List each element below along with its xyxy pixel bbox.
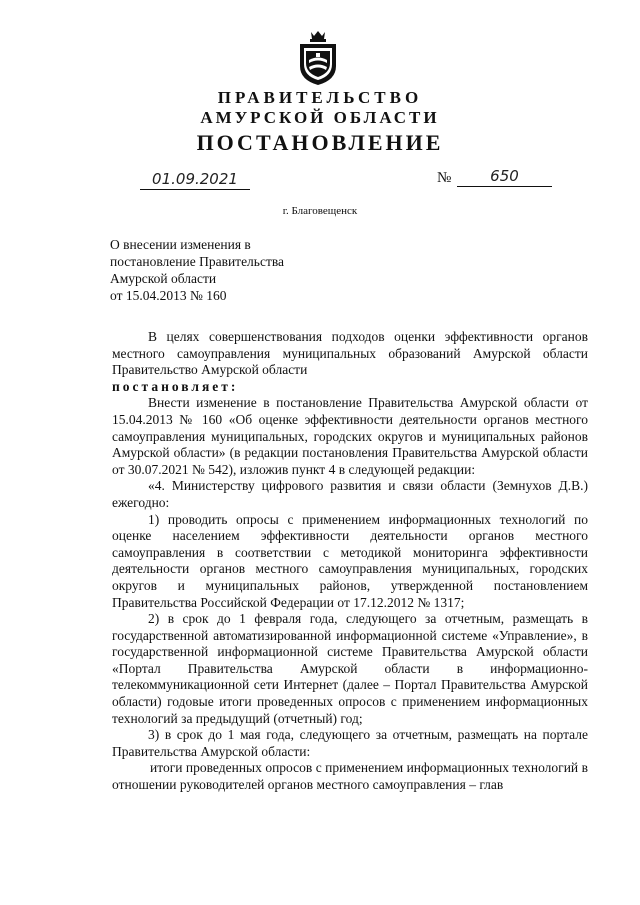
paragraph-subitem-1: 1) проводить опросы с применением информационных технологий по оценке населением эффективности деятельности органов местного самоуправления в соответствии с методикой мониторинга эффективности деятельности органов местного самоуправления муниципальных, городских округов и муниципальных районов, утвержденной постановлением Правительства Российской Федерации от 17.12.2012 № 1317; [112, 511, 588, 610]
paragraph-preamble: В целях совершенствования подходов оценки эффективности органов местного самоуправления муниципальных образований Амурской области Правительство Амурской области [112, 329, 588, 378]
document-date: 01.09.2021 [140, 170, 250, 190]
paragraph-results: итоги проведенных опросов с применением информационных технологий в отношении руководителей органов местного самоуправления – глав [112, 760, 588, 793]
document-body [112, 329, 588, 794]
header-region: АМУРСКОЙ ОБЛАСТИ [200, 108, 440, 127]
coat-of-arms-icon [295, 30, 341, 86]
subject-line: Амурской области [110, 271, 217, 286]
subject-line: постановление Правительства [110, 254, 285, 269]
header-document-type: ПОСТАНОВЛЕНИЕ [196, 130, 444, 155]
subject-line: О внесении изменения в [110, 237, 251, 252]
header-government: ПРАВИТЕЛЬСТВО [217, 88, 423, 107]
paragraph-amendment: Внести изменение в постановление Правительства Амурской области от 15.04.2013 № 160 «Об оценке эффективности деятельности органов местного самоуправления муниципальных, городских округов и муниципальных районов Амурской области» (в редакции постановления Правительства Амурской области от 30.07.2021 № 542), изложив пункт 4 в следующей редакции: [112, 395, 588, 477]
paragraph-subitem-2: 2) в срок до 1 февраля года, следующего за отчетным, размещать в государственной автоматизированной информационной системе «Управление», в государственной информационной системе Правительства Амурской области «Портал Правительства Амурской области в информационно-телекоммуникационной сети Интернет (далее – Портал Правительства Амурской области) годовые итоги проведенных опросов с применением информационных технологий за предыдущий (отчетный) год; [112, 611, 588, 726]
number-label: № [437, 170, 452, 186]
paragraph-subitem-3: 3) в срок до 1 мая года, следующего за отчетным, размещать на портале Правительства Амурской области: [112, 727, 588, 759]
subject-line: от 15.04.2013 № 160 [110, 288, 227, 303]
paragraph-item-4: «4. Министерству цифрового развития и связи области (Земнухов Д.В.) ежегодно: [112, 478, 588, 510]
city-name: г. Благовещенск [282, 205, 358, 217]
paragraph-decree-word: постановляет: [112, 378, 239, 394]
document-subject [110, 236, 284, 304]
document-number: 650 [457, 167, 552, 187]
